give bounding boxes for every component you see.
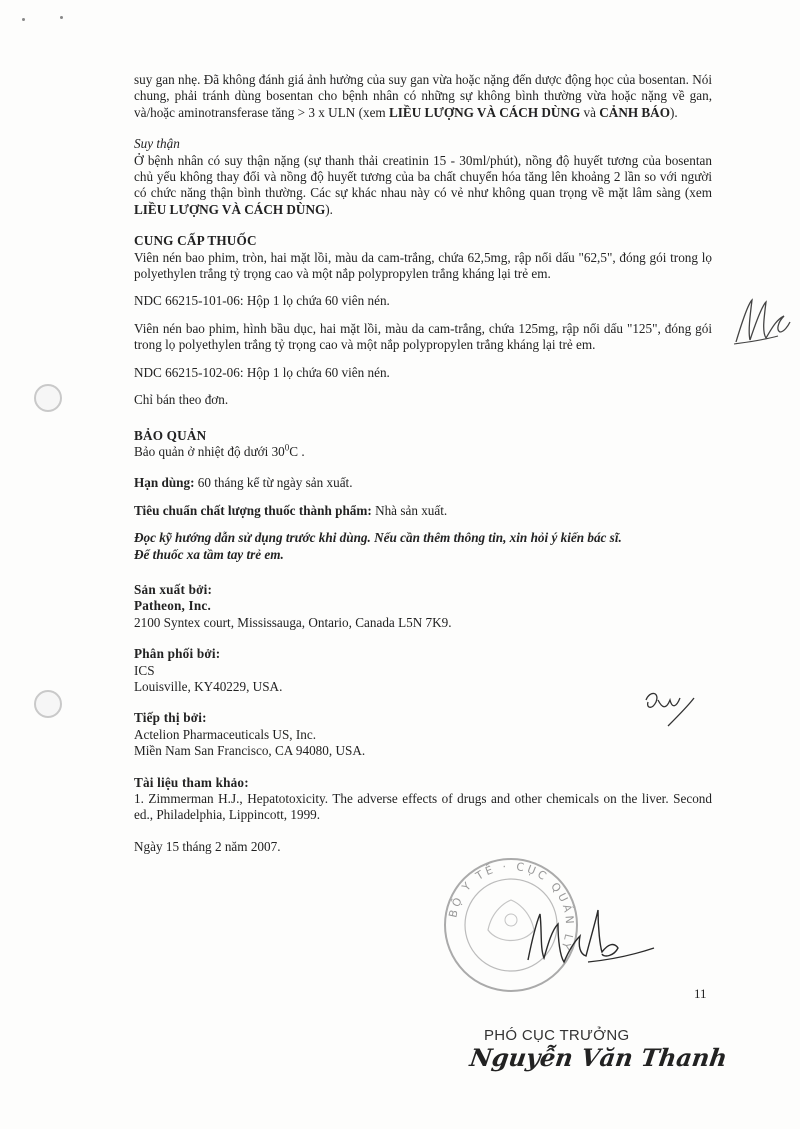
reference-1: 1. Zimmerman H.J., Hepatotoxicity. The adverse effects of drugs and other chemicals on the liver. Second ed., Philadelphia, Lippincott, 1999.	[134, 791, 712, 823]
renal-paragraph: Ở bệnh nhân có suy thận nặng (sự thanh thải creatinin 15 - 30ml/phút), nồng độ huyết tương của bosentan chủ yếu không thay đổi và nồng độ huyết tương của ba chất chuyển hóa tăng lên khoảng 2 lần so với người có chức năng thận bình thường. Các sự khác nhau này có vẻ như không quan trọng về mặt lâm sàng (xem LIỀU LƯỢNG VÀ CÁCH DÙNG).	[134, 152, 712, 217]
supply-heading: CUNG CẤP THUỐC	[134, 233, 257, 249]
scan-speck	[60, 16, 63, 19]
initials-signature-icon	[640, 686, 700, 736]
standard-line: Tiêu chuẩn chất lượng thuốc thành phẩm: Nhà sản xuất.	[134, 502, 448, 518]
supply-paragraph-2: Viên nén bao phim, hình bầu dục, hai mặt lồi, màu da cam-trắng, chứa 125mg, rập nổi dấu "125", đóng gói trong lọ polyethylen trắng tỷ trọng cao và một nắp polypropylen trắng kháng lại trẻ em.	[134, 320, 712, 353]
ndc-line-2: NDC 66215-102-06: Hộp 1 lọ chứa 60 viên nén.	[134, 364, 390, 380]
manufacturer-address: 2100 Syntex court, Mississauga, Ontario, Canada L5N 7K9.	[134, 614, 452, 630]
supply-paragraph-1: Viên nén bao phim, tròn, hai mặt lồi, màu da cam-trắng, chứa 62,5mg, rập nổi dấu "62,5", đóng gói trong lọ polyethylen trắng tỷ trọng cao và một nắp polypropylen trắng kháng lại trẻ em.	[134, 249, 712, 282]
distributor-name: ICS	[134, 662, 155, 678]
page-number: 11	[694, 986, 707, 1001]
rx-only: Chỉ bán theo đơn.	[134, 392, 229, 408]
marketer-name: Actelion Pharmaceuticals US, Inc.	[134, 726, 317, 742]
document-body	[134, 72, 712, 855]
distributor-label: Phân phối bởi:	[134, 646, 221, 662]
hepatic-paragraph: suy gan nhẹ. Đã không đánh giá ảnh hưởng của suy gan vừa hoặc nặng đến dược động học của bosentan. Nói chung, phải tránh dùng bosentan cho bệnh nhân có những sự không bình thường vừa hoặc nặng về gan, và/hoặc aminotransferase tăng > 3 x ULN (xem LIỀU LƯỢNG VÀ CÁCH DÙNG và CẢNH BÁO).	[134, 72, 712, 120]
references-label: Tài liệu tham khảo:	[134, 774, 249, 790]
storage-heading: BẢO QUẢN	[134, 427, 207, 443]
document-date: Ngày 15 tháng 2 năm 2007.	[134, 838, 281, 854]
warning-line-2: Để thuốc xa tầm tay trẻ em.	[134, 546, 284, 562]
stamp-text: BỘ Y TẾ · CỤC QUẢN LÝ	[446, 859, 577, 954]
signer-name: Nguyễn Văn Thanh	[468, 1043, 730, 1072]
manufacturer-label: Sản xuất bởi:	[134, 581, 213, 597]
renal-heading: Suy thận	[134, 136, 180, 152]
signer-title: PHÓ CỤC TRƯỞNG	[484, 1027, 630, 1044]
marketer-label: Tiếp thị bởi:	[134, 710, 207, 726]
punch-hole	[34, 690, 62, 718]
distributor-address: Louisville, KY40229, USA.	[134, 678, 283, 694]
expiry-line: Hạn dùng: 60 tháng kể từ ngày sản xuất.	[134, 475, 353, 491]
storage-text: Bảo quản ở nhiệt độ dưới $30^0C$ .	[134, 442, 305, 459]
director-signature-icon	[518, 900, 658, 990]
warning-line-1: Đọc kỹ hướng dẫn sử dụng trước khi dùng. Nếu cần thêm thông tin, xin hỏi ý kiến bác sĩ.	[134, 530, 622, 546]
manufacturer-name: Patheon, Inc.	[134, 598, 211, 614]
ndc-line-1: NDC 66215-101-06: Hộp 1 lọ chứa 60 viên nén.	[134, 293, 390, 309]
scan-speck	[22, 18, 25, 21]
initials-signature-icon	[728, 292, 798, 352]
marketer-address: Miền Nam San Francisco, CA 94080, USA.	[134, 743, 366, 759]
punch-hole	[34, 384, 62, 412]
